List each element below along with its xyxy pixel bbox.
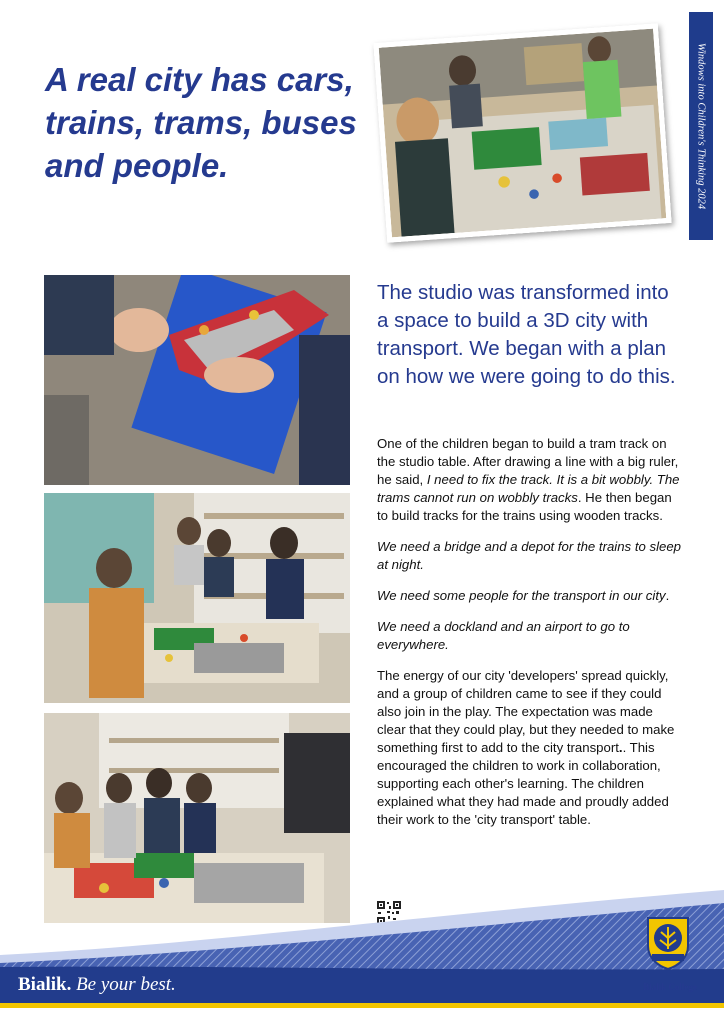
body-paragraph-1 xyxy=(377,435,682,525)
college-name: Bialik College xyxy=(643,982,697,992)
footer-slogan-text: Be your best. xyxy=(71,974,176,995)
side-tab-text: Windows into Children's Thinking 2024 xyxy=(695,42,707,210)
footer-brand: Bialik. xyxy=(18,974,72,995)
photo-children-building-city xyxy=(373,23,671,242)
photo-boat-on-baseplate xyxy=(44,275,350,485)
child-quote-people-period: . xyxy=(665,588,670,603)
photo-children-at-table xyxy=(44,493,350,703)
side-tab xyxy=(689,12,713,240)
child-quote-people-text: We need some people for the transport in our city xyxy=(377,588,666,603)
college-crest-logo xyxy=(646,916,690,970)
footer-slogan xyxy=(18,974,176,996)
child-quote-dockland: We need a dockland and an airport to go to everywhere. xyxy=(377,619,630,652)
body-paragraph-2-end: . This encouraged the children to work in collaboration, supporting each other's learning. The children explained what they had made and proudly added their work to the 'city transport' table. xyxy=(377,740,669,827)
child-quote-bridge: We need a bridge and a depot for the trains to sleep at night. xyxy=(377,539,682,572)
body-paragraph-1-start: One of the children began to build a tram track on the studio table. After drawing a line with a big ruler, he said, xyxy=(377,436,679,487)
page-title: A real city has cars, trains, trams, buses and people. xyxy=(45,61,357,184)
body-text xyxy=(377,435,682,842)
body-paragraph-2-start: The energy of our city 'developers' spread quickly, and a group of children came to see if they could also join in the play. The expectation was made clear that they could play, but they needed to make something first to add to the city transport xyxy=(377,668,675,755)
footer-wave-banner xyxy=(0,885,724,1024)
child-quote-people xyxy=(377,587,682,605)
body-paragraph-1-end: . He then began to build tracks for the trains using wooden tracks. xyxy=(377,490,672,523)
lead-paragraph: The studio was transformed into a space to build a 3D city with transport. We began with a plan on how we were going to do this. xyxy=(377,281,676,388)
body-paragraph-2: The energy of our city 'developers' spread quickly, and a group of children came to see if they could also join in the play. The expectation was made clear that they could play, but they needed to make something first to add to the city transport.. This encouraged the children to work in collaboration, supporting each other's learning. The children explained what they had made and proudly added their work to the 'city transport' table. xyxy=(377,668,675,827)
child-quote-track: I need to fix the track. It is a bit wobbly. The trams cannot run on wobbly tracks xyxy=(377,472,680,505)
